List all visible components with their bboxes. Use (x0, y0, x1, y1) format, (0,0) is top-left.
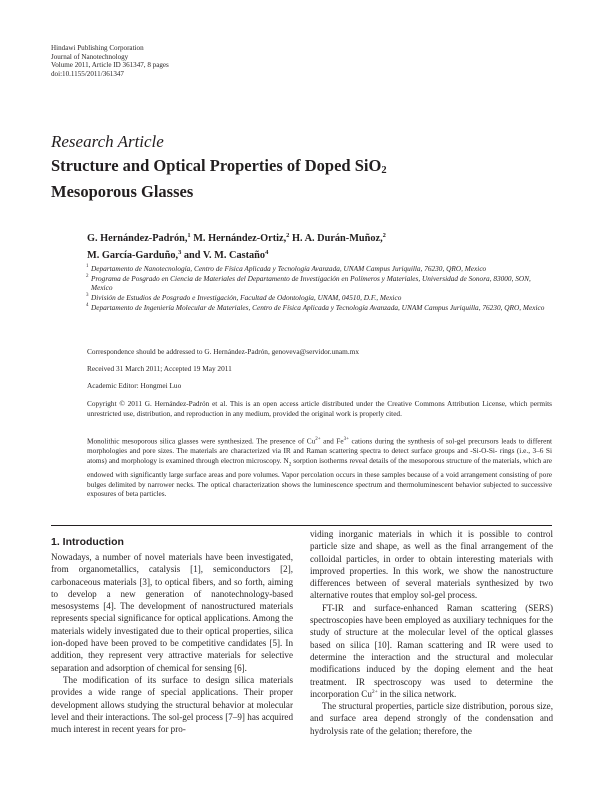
affiliation-text: División de Estudios de Posgrado e Investigación, Facultad de Odontología, UNAM, 04510, D.F., Mexico (91, 293, 402, 303)
author-name: H. A. Durán-Muñoz, (291, 233, 383, 244)
author-sup: 3 (178, 248, 182, 256)
author-sup: 4 (265, 248, 269, 256)
affiliation-item (87, 303, 553, 313)
paragraph: The structural properties, particle size distribution, porous size, and surface area depend strongly of the condensation and hydrolysis rate of the gelation; therefore, the (310, 701, 553, 736)
copyright-notice: Copyright © 2011 G. Hernández-Padrón et al. This is an open access article distributed under the Creative Commons Attribution License, which permits unrestricted use, distribution, and reproduction in any medium, provided the original work is properly cited. (87, 399, 552, 418)
affiliation-sup: 1 (86, 264, 89, 269)
affiliation-text: Departamento de Ingeniería Molecular de Materiales, Centro de Física Aplicada y Tecnología Avanzada, UNAM Campus Juriquilla, 76230, QRO, Mexico (91, 302, 545, 312)
title-line-2: Mesoporous Glasses (51, 181, 194, 201)
journal-line: Journal of Nanotechnology (51, 52, 129, 61)
affiliation-sup: 2 (86, 273, 89, 279)
affiliation-item (87, 274, 553, 293)
publisher-line: Hindawi Publishing Corporation (51, 44, 144, 52)
paragraph: Nowadays, a number of novel materials have been investigated, from organometallics, catalysis [1], semiconductors [2], carbonaceous materials [3], to optical fibers, and so forth, aiming to develop a new generation of nanotechnology-based mesosystems [4]. The development of nanostructured materials represents special significance for optical applications. Among the materials widely investigated due to their optical properties, silica ion-doped have been proved to be competitive candidates [5]. In addition, they represent very attractive materials for selective separation and adsorption of chemical for sensing [6]. (51, 552, 293, 673)
abstract: Monolithic mesoporous silica glasses were synthesized. The presence of $Cu^{2+}$ and $Fe^{3+}$ cations during the synthesis of sol-gel precursors leads to different morphologies and pore sizes. The materials are characterized via IR and Raman scattering spectra to detect surface groups and -Si-O-Si- rings (i.e., 3–6 Si atoms) and morphology is examined through electron microscopy. $N_2$ sorption isotherms reveal details of the mesoporous structure of the materials, which are endowed with significantly large surface areas and pore volumes. Vapor percolation occurs in these samples because of a void arrangement consisting of pore bulges delimited by narrower necks. The optical characterization shows the luminescence spectrum and thermoluminescent behavior subjected to successive exposures of beta particles. (87, 436, 553, 499)
paragraph: viding inorganic materials in which it is possible to control particle size and shape, as well as the final arrangement of the colloidal particles, in order to obtain interesting materials with improved properties. In this work, we show the nanostructure differences between of several materials synthesized by two alternative routes that employ sol-gel process. (310, 529, 553, 601)
author-sup: 2 (286, 232, 290, 239)
body-column-right (310, 528, 553, 737)
author-list (87, 229, 386, 263)
volume-line: Volume 2011, Article ID 361347, 8 pages (51, 61, 169, 70)
author-name: M. García-Garduño, (87, 249, 179, 261)
dates-line: Received 31 March 2011; Accepted 19 May 2011 (87, 364, 232, 373)
editor-line: Academic Editor: Hongmei Luo (87, 381, 182, 390)
section-heading: 1. Introduction (51, 536, 124, 548)
doi-line: doi:10.1155/2011/361347 (51, 69, 124, 78)
affiliation-sup: 4 (86, 302, 89, 308)
title-line-1: Structure and Optical Properties of Doped SiO (51, 156, 382, 175)
affiliation-list (87, 264, 553, 313)
affiliation-text: Departamento de Nanotecnología, Centro de Física Aplicada y Tecnología Avanzada, UNAM Campus Juriquilla, 76230, QRO, Mexico (91, 264, 487, 273)
paragraph: FT-IR and surface-enhanced Raman scattering (SERS) spectroscopies have been employed as auxiliary techniques for the study of structure at the molecular level of the optical glasses based on silica [10]. Raman scattering and IR were used to determine the interaction and the structural and molecular modifications induced by the doping element and the heat treatment. IR spectroscopy was used to determine the incorporation $Cu^{2+}$ in the silica network. (310, 602, 553, 699)
journal-header (51, 44, 169, 78)
affiliation-sup: 3 (86, 293, 89, 299)
author-name: M. Hernández-Ortiz, (193, 233, 287, 244)
author-name: and V. M. Castaño (183, 249, 266, 261)
author-sup: 1 (187, 232, 191, 239)
author-name: G. Hernández-Padrón, (87, 233, 188, 244)
body-column-left (51, 551, 293, 735)
author-sup: 2 (382, 232, 386, 239)
title-subscript: 2 (381, 165, 387, 176)
section-divider (51, 525, 552, 526)
affiliation-text: Programa de Posgrado en Ciencia de Materiales del Departamento de Investigación en Polímeros y Materiales, Universidad de Sonora, 83000, SON, Mexico (91, 273, 531, 293)
article-type: Research Article (51, 132, 164, 151)
paragraph: The modification of its surface to design silica materials provides a wide range of special applications. Their proper development allows studying the structural behavior at molecular level and their interactions. The sol-gel process [7–9] has acquired much interest in recent years for pro- (51, 674, 293, 735)
paper-title (51, 156, 387, 202)
affiliation-item (87, 264, 553, 274)
correspondence-line: Correspondence should be addressed to G. Hernández-Padrón, genoveva@servidor.unam.mx (87, 347, 359, 356)
affiliation-item (87, 293, 553, 303)
